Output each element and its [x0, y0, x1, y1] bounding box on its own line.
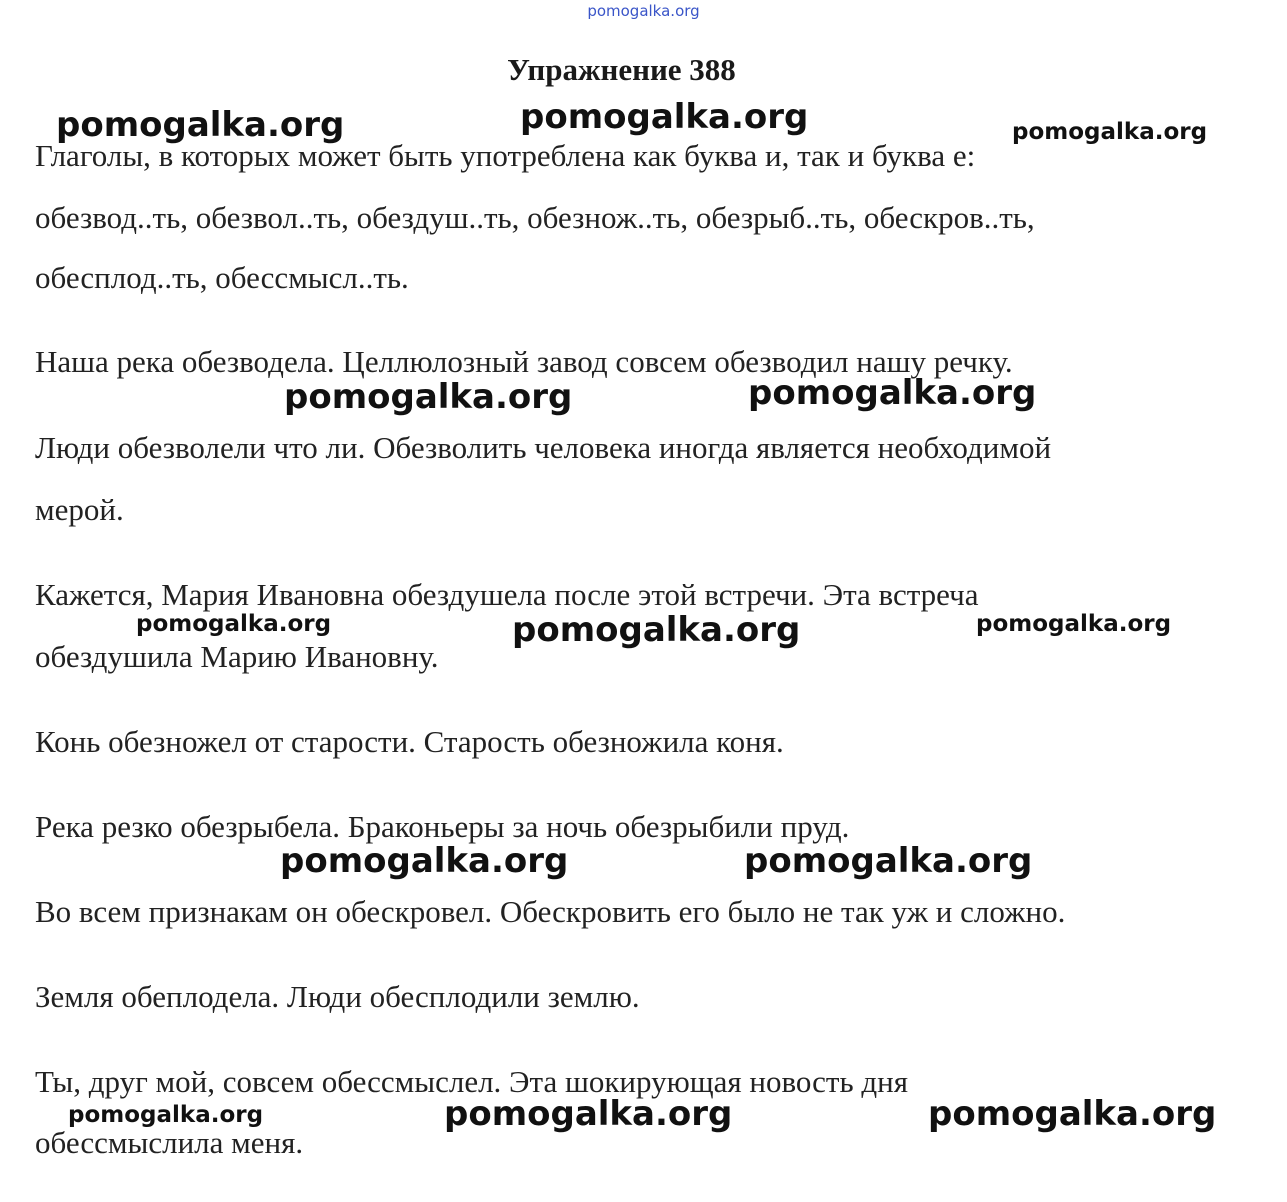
- text-line: Конь обезножел от старости. Старость обезножила коня.: [35, 724, 784, 759]
- text-line: Люди обезволели что ли. Обезволить человека иногда является необходимой: [35, 430, 1052, 465]
- text-line: Глаголы, в которых может быть употреблена как буква и, так и буква е:: [35, 138, 976, 173]
- watermark-text: pomogalka.org: [136, 611, 332, 637]
- watermark-text: pomogalka.org: [68, 1102, 264, 1128]
- text-line: обезвод..ть, обезвол..ть, обездуш..ть, обезнож..ть, обезрыб..ть, обескров..ть,: [35, 200, 1035, 235]
- text-line: Наша река обезводела. Целлюлозный завод совсем обезводил нашу речку.: [35, 344, 1013, 379]
- watermark-text: pomogalka.org: [444, 1094, 733, 1134]
- watermark-text: pomogalka.org: [1012, 119, 1208, 145]
- watermark-text: pomogalka.org: [928, 1094, 1217, 1134]
- watermark-text: pomogalka.org: [280, 841, 569, 881]
- top-watermark-link: pomogalka.org: [587, 2, 700, 20]
- text-line: обессмыслила меня.: [35, 1125, 304, 1160]
- text-line: Ты, друг мой, совсем обессмыслел. Эта шокирующая новость дня: [35, 1064, 908, 1099]
- watermark-text: pomogalka.org: [744, 841, 1033, 881]
- exercise-title: Упражнение 388: [507, 52, 736, 87]
- text-line: обесплод..ть, обессмысл..ть.: [35, 260, 409, 295]
- watermark-text: pomogalka.org: [56, 105, 345, 145]
- watermark-text: pomogalka.org: [520, 97, 809, 137]
- watermark-text: pomogalka.org: [976, 611, 1172, 637]
- text-line: Земля обеплодела. Люди обесплодили землю.: [35, 979, 640, 1014]
- watermark-text: pomogalka.org: [748, 373, 1037, 413]
- text-line: Во всем признакам он обескровел. Обескровить его было не так уж и сложно.: [35, 894, 1066, 929]
- text-line: обездушила Марию Ивановну.: [35, 639, 439, 674]
- text-line: Река резко обезрыбела. Браконьеры за ночь обезрыбили пруд.: [35, 809, 850, 844]
- watermark-text: pomogalka.org: [284, 377, 573, 417]
- text-line: Кажется, Мария Ивановна обездушела после этой встречи. Эта встреча: [35, 577, 979, 612]
- watermark-text: pomogalka.org: [512, 610, 801, 650]
- text-line: мерой.: [35, 492, 124, 527]
